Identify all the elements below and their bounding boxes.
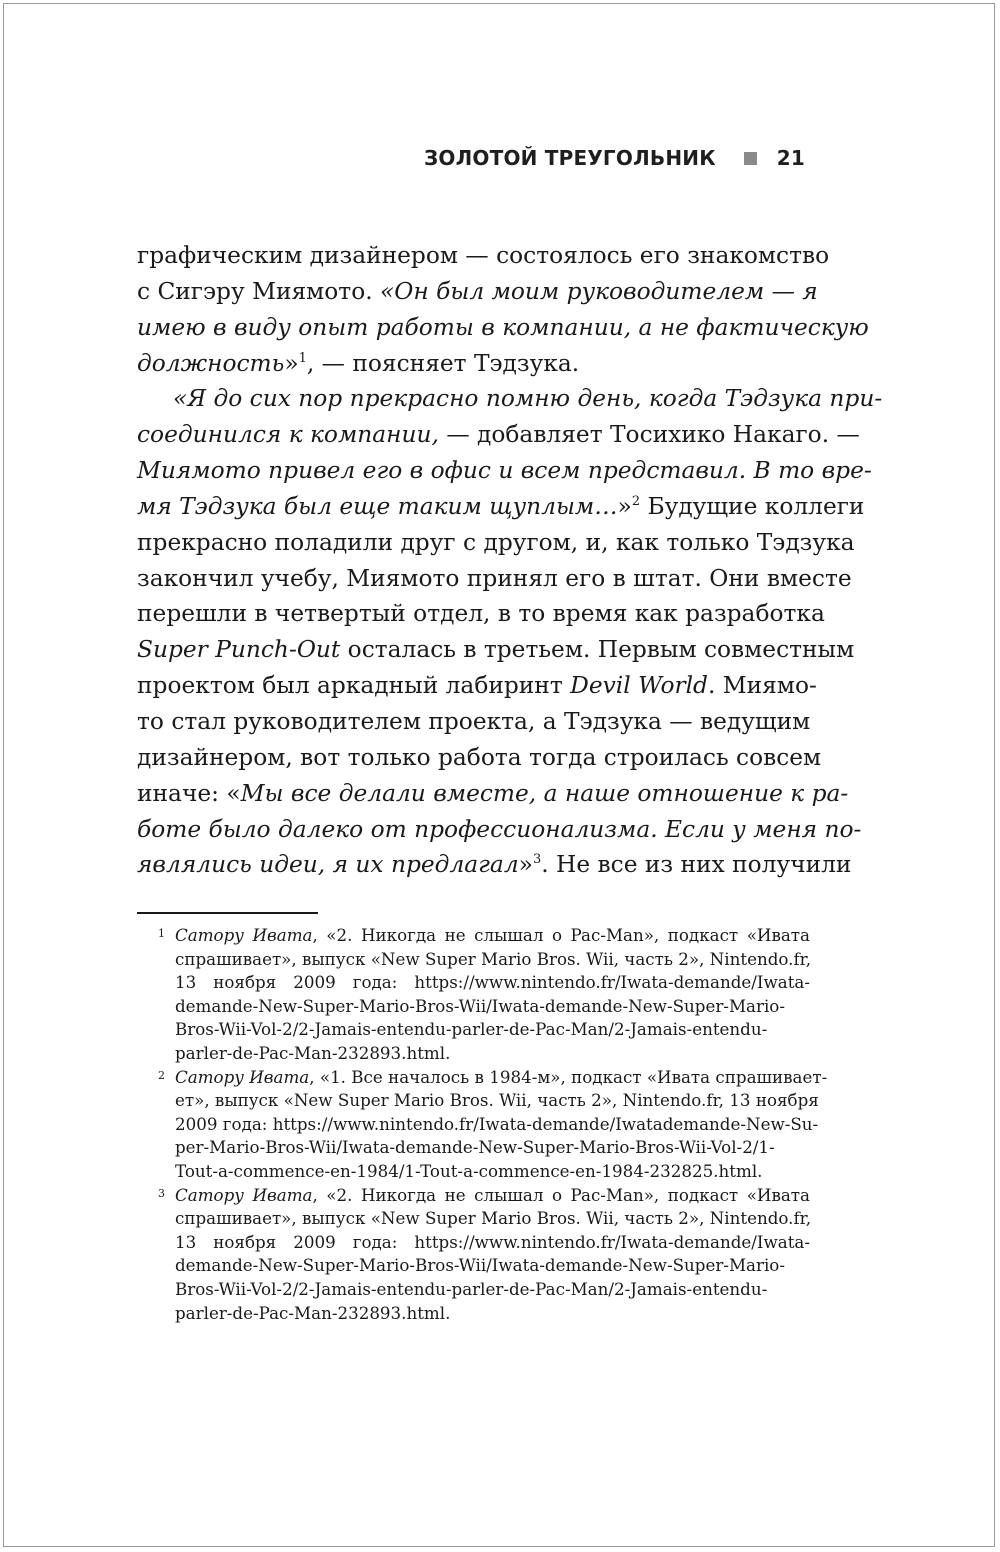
main-text (137, 238, 883, 883)
text-line: являлись идеи, я их предлагал»$^3$. Не все из них получили (137, 851, 852, 879)
text-line: иначе: «Мы все делали вместе, а наше отношение к ра- (137, 779, 849, 807)
text-line: дизайнером, вот только работа тогда строилась совсем (137, 743, 822, 771)
text-line: соединился к компании, — добавляет Тосихико Накаго. — (137, 421, 860, 449)
text-line: «Я до сих пор прекрасно помню день, когда Тэдзука при- (173, 385, 883, 413)
text-line: графическим дизайнером — состоялось его знакомство (137, 242, 830, 269)
text-line: Super Punch-Out осталась в третьем. Первым совместным (137, 636, 855, 664)
text-line: имею в виду опыт работы в компании, а не фактическую (137, 313, 869, 341)
footnote-number: 3 (158, 1186, 165, 1200)
footnote-author: Сатору Ивата (175, 1066, 310, 1087)
footnote-2: 2 Сатору Ивата, «1. Все началось в 1984-м», подкаст «Ивата спрашивает- ет», выпуск «New Super Mario Bros. Wii, часть 2», Nintendo.fr, 13 ноября 2009 года: https://www.nintendo.fr/Iwata-demande/Iwatademande-New-Su- per-Mario-Bros-Wii/Iwata-demande-New-Super-Mario-Bros-Wii-Vol-2/1- Tout-a-commence-en-1984/1-Tout-a-commence-en-1984-232825.html. (158, 1066, 828, 1181)
text-line: с Сигэру Миямото. «Он был моим руководителем — я (137, 277, 818, 305)
footnote-ref: 2 (631, 493, 641, 509)
text-line: перешли в четвертый отдел, в то время как разработка (137, 600, 825, 628)
text-line: должность»$^1$, — поясняет Тэдзука. (137, 349, 580, 377)
text-line: закончил учебу, Миямото принял его в штат. Они вместе (137, 564, 852, 592)
square-bullet-icon (744, 152, 757, 165)
footnote-author: Сатору Ивата (175, 1184, 313, 1205)
page-number: 21 (776, 146, 805, 170)
footnote-ref: 3 (532, 852, 542, 868)
chapter-title: ЗОЛОТОЙ ТРЕУГОЛЬНИК (423, 146, 716, 170)
footnotes (158, 924, 828, 1325)
footnote-author: Сатору Ивата (175, 925, 313, 945)
footnote-number: 1 (158, 927, 165, 940)
text-line: мя Тэдзука был еще таким щуплым…»$^2$ Будущие коллеги (137, 492, 865, 520)
text-line: проектом был аркадный лабиринт Devil World. Миямо- (137, 672, 817, 700)
footnote-separator (137, 912, 318, 914)
footnote-number: 2 (158, 1068, 165, 1082)
running-header (420, 141, 805, 175)
footnote-1: 1 Сатору Ивата, «2. Никогда не слышал о Pac-Man», подкаст «Ивата спрашивает», выпуск «New Super Mario Bros. Wii, часть 2», Nintendo.fr, 13 ноября 2009 года: https://www.nintendo.fr/Iwata-demande/Iwata- demande-New-Super-Mario-Bros-Wii/Iwata-demande-New-Super-Mario- Bros-Wii-Vol-2/2-Jamais-entendu-parler-de-Pac-Man/2-Jamais-entendu- parler-de-Pac-Man-232893.html. (158, 925, 812, 1063)
text-line: прекрасно поладили друг с другом, и, как только Тэдзука (137, 528, 855, 556)
text-line: боте было далеко от профессионализма. Если у меня по- (137, 815, 862, 843)
footnote-3: 3 Сатору Ивата, «2. Никогда не слышал о Pac-Man», подкаст «Ивата спрашивает», выпуск «New Super Mario Bros. Wii, часть 2», Nintendo.fr, 13 ноября 2009 года: https://www.nintendo.fr/Iwata-demande/Iwata- demande-New-Super-Mario-Bros-Wii/Iwata-demande-New-Super-Mario- Bros-Wii-Vol-2/2-Jamais-entendu-parler-de-Pac-Man/2-Jamais-entendu- parler-de-Pac-Man-232893.html. (158, 1184, 812, 1323)
text-line: то стал руководителем проекта, а Тэдзука — ведущим (137, 707, 811, 735)
text-line: Миямото привел его в офис и всем представил. В то вре- (137, 457, 872, 485)
footnote-ref: 1 (298, 350, 307, 366)
